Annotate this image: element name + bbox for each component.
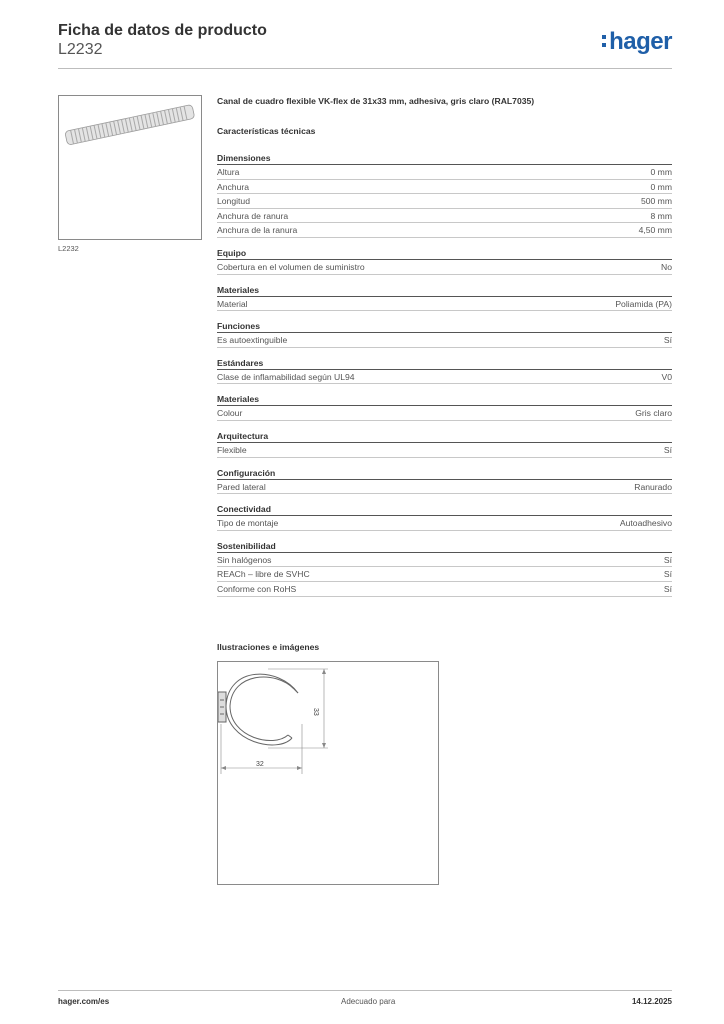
spec-row <box>217 260 672 275</box>
spec-label: Material <box>217 298 248 309</box>
section-title: Materiales <box>217 284 672 297</box>
section-conectividad <box>217 503 672 531</box>
section-arquitectura <box>217 430 672 458</box>
section-dimensiones <box>217 152 672 238</box>
photo-caption: L2232 <box>58 244 79 253</box>
illustration-frame <box>217 661 439 885</box>
spec-label: Pared lateral <box>217 481 266 492</box>
section-configuracion <box>217 467 672 495</box>
cross-section-drawing <box>218 662 438 884</box>
section-title: Configuración <box>217 467 672 480</box>
spec-row <box>217 180 672 195</box>
section-title: Estándares <box>217 357 672 370</box>
hager-logo <box>602 28 672 56</box>
spec-value: V0 <box>661 371 672 382</box>
spec-label: Anchura de la ranura <box>217 225 298 236</box>
spec-value: Sí <box>663 335 672 346</box>
section-estandares <box>217 357 672 385</box>
tech-heading: Características técnicas <box>217 126 316 136</box>
section-title: Sostenibilidad <box>217 540 672 553</box>
spec-label: Tipo de montaje <box>217 518 279 529</box>
spec-value: Gris claro <box>635 408 672 419</box>
illustrations-title: Ilustraciones e imágenes <box>217 642 320 652</box>
logo-dots-icon <box>602 32 607 50</box>
spec-label: Sin halógenos <box>217 554 272 565</box>
spec-value: 8 mm <box>650 210 672 221</box>
product-title: Canal de cuadro flexible VK-flex de 31x33 mm, adhesiva, gris claro (RAL7035) <box>217 96 535 106</box>
document-title: Ficha de datos de producto <box>58 22 267 39</box>
spec-row <box>217 209 672 224</box>
header-divider <box>58 68 672 69</box>
spec-value: 500 mm <box>640 196 672 207</box>
spec-value: Poliamida (PA) <box>615 298 672 309</box>
spec-label: REACh – libre de SVHC <box>217 569 310 580</box>
spec-row <box>217 516 672 531</box>
spec-row <box>217 480 672 495</box>
spec-label: Anchura <box>217 181 250 192</box>
spec-label: Clase de inflamabilidad según UL94 <box>217 371 355 382</box>
section-equipo <box>217 247 672 275</box>
spec-value: 0 mm <box>650 167 672 177</box>
dimension-height-label: 33 <box>312 708 319 716</box>
flexible-conduit-image <box>59 96 201 239</box>
spec-row <box>217 582 672 597</box>
spec-row <box>217 567 672 582</box>
spec-row <box>217 370 672 385</box>
spec-label: Conforme con RoHS <box>217 583 297 594</box>
spec-value: 0 mm <box>650 181 672 192</box>
spec-label: Longitud <box>217 196 250 207</box>
section-title: Equipo <box>217 247 672 260</box>
spec-row <box>217 553 672 568</box>
spec-label: Flexible <box>217 444 247 455</box>
spec-value: 4,50 mm <box>638 225 672 236</box>
section-materiales <box>217 284 672 312</box>
spec-row <box>217 406 672 421</box>
spec-label: Altura <box>217 167 240 177</box>
spec-label: Es autoextinguible <box>217 335 288 346</box>
website-link[interactable]: hager.com/es <box>58 997 110 1006</box>
section-funciones <box>217 320 672 348</box>
dimension-width-label: 32 <box>256 761 264 768</box>
section-title: Funciones <box>217 320 672 333</box>
logo-text: hager <box>609 28 672 55</box>
spec-label: Anchura de ranura <box>217 210 289 221</box>
spec-value: Sí <box>663 554 672 565</box>
spec-value: Sí <box>663 583 672 594</box>
section-title: Materiales <box>217 393 672 406</box>
product-photo-frame <box>58 95 202 240</box>
section-title: Conectividad <box>217 503 672 516</box>
section-title: Arquitectura <box>217 430 672 443</box>
spec-row <box>217 297 672 312</box>
footer-note: Adecuado para <box>341 997 396 1006</box>
product-code: L2232 <box>58 41 103 58</box>
spec-row <box>217 165 672 180</box>
section-sostenibilidad <box>217 540 672 597</box>
section-materiales-colour <box>217 393 672 421</box>
spec-row <box>217 443 672 458</box>
footer-date: 14.12.2025 <box>631 997 672 1006</box>
spec-value: Autoadhesivo <box>619 518 672 529</box>
spec-content <box>217 96 672 606</box>
footer-divider <box>58 990 672 991</box>
spec-value: Sí <box>663 444 672 455</box>
spec-row <box>217 333 672 348</box>
spec-row <box>217 223 672 238</box>
spec-label: Cobertura en el volumen de suministro <box>217 261 365 272</box>
spec-value: Sí <box>663 569 672 580</box>
spec-label: Colour <box>217 408 243 419</box>
spec-value: Ranurado <box>634 481 672 492</box>
page-header <box>58 20 672 70</box>
spec-value: No <box>661 261 672 272</box>
spec-row <box>217 194 672 209</box>
section-title: Dimensiones <box>217 152 672 165</box>
